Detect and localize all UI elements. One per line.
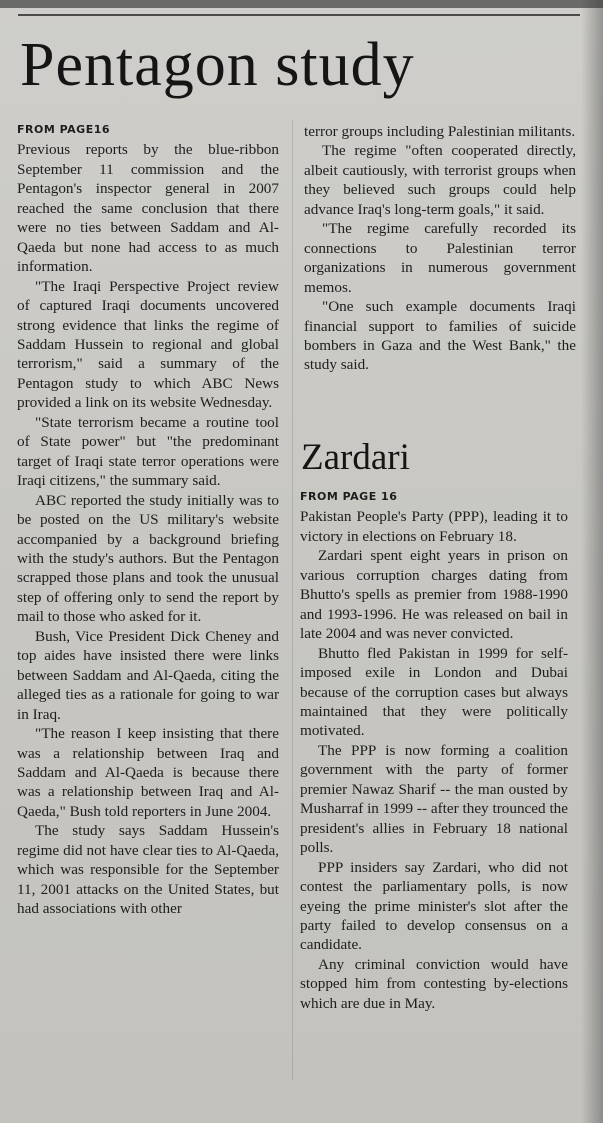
page-edge-shadow [581,0,603,1123]
article1-column1 [17,120,279,919]
paragraph: The regime "often cooperated directly, albeit cautiously, with terrorist groups when they believed such groups could help advance Iraq's long-term goals," it said. [304,142,576,218]
column-divider [292,120,293,1080]
article2-column [300,487,568,1013]
paragraph: Bhutto fled Pakistan in 1999 for self-imposed exile in London and Dubai because of the corruption cases but always maintained that they were politically motivated. [300,644,568,740]
paragraph: The PPP is now forming a coalition government with the party of former premier Nawaz Sharif -- the man ousted by Musharraf in 1999 -- after they trounced the president's allies in February 18 national polls. [300,741,568,857]
article1-kicker: FROM PAGE16 [17,123,111,136]
paragraph: Zardari spent eight years in prison on various corruption charges dating from Bhutto's spells as premier from 1988-1990 and 1993-1996. He was released on bail in late 2004 and was never convicted. [300,547,568,643]
paragraph: PPP insiders say Zardari, who did not contest the parliamentary polls, is now eyeing the prime minister's slot after the party failed to develop consensus on a candidate. [300,858,568,954]
paragraph: "One such example documents Iraqi financial support to families of suicide bombers in Gaza and the West Bank," the study said. [304,298,576,374]
headline: Pentagon study [20,31,415,99]
article2-headline: Zardari [301,437,410,478]
top-rule [18,14,580,16]
paragraph: Bush, Vice President Dick Cheney and top aides have insisted there were links between Saddam and Al-Qaeda, citing the alleged ties as a rationale for going to war in Iraq. [17,627,279,723]
paragraph: Pakistan People's Party (PPP), leading it to victory in elections on February 18. [300,508,568,545]
paragraph: Any criminal conviction would have stopped him from contesting by-elections which are due in May. [300,955,568,1012]
paragraph: terror groups including Palestinian militants. [304,123,576,140]
paragraph: "The Iraqi Perspective Project review of captured Iraqi documents uncovered strong evidence that links the regime of Saddam Hussein to regional and global terrorism," said a summary of the Pentagon study to which ABC News provided a link on its website Wednesday. [17,277,279,412]
paragraph: ABC reported the study initially was to be posted on the US military's website accompanied by a background briefing with the study's authors. But the Pentagon scrapped those plans and took the unusual step of offering only to send the report by mail to those who asked for it. [17,491,279,626]
paragraph: "The regime carefully recorded its connections to Palestinian terror organizations in numerous government memos. [304,220,576,296]
article2-kicker: FROM PAGE 16 [300,490,398,503]
article1-column2 [304,122,576,375]
paragraph: Previous reports by the blue-ribbon September 11 commission and the Pentagon's inspector general in 2007 reached the same conclusion that there were no ties between Saddam and Al-Qaeda but none had access to as much information. [17,141,279,276]
paragraph: "The reason I keep insisting that there was a relationship between Iraq and Saddam and Al-Qaeda is because there was a relationship between Iraq and Al-Qaeda," Bush told reporters in June 2004. [17,725,279,820]
paragraph: "State terrorism became a routine tool of State power" but "the predominant target of Iraqi state terror operations were Iraqi citizens," the summary said. [17,413,279,490]
top-strip [0,0,603,8]
paragraph: The study says Saddam Hussein's regime did not have clear ties to Al-Qaeda, which was responsible for the September 11, 2001 attacks on the United States, but had associations with other [17,822,279,918]
